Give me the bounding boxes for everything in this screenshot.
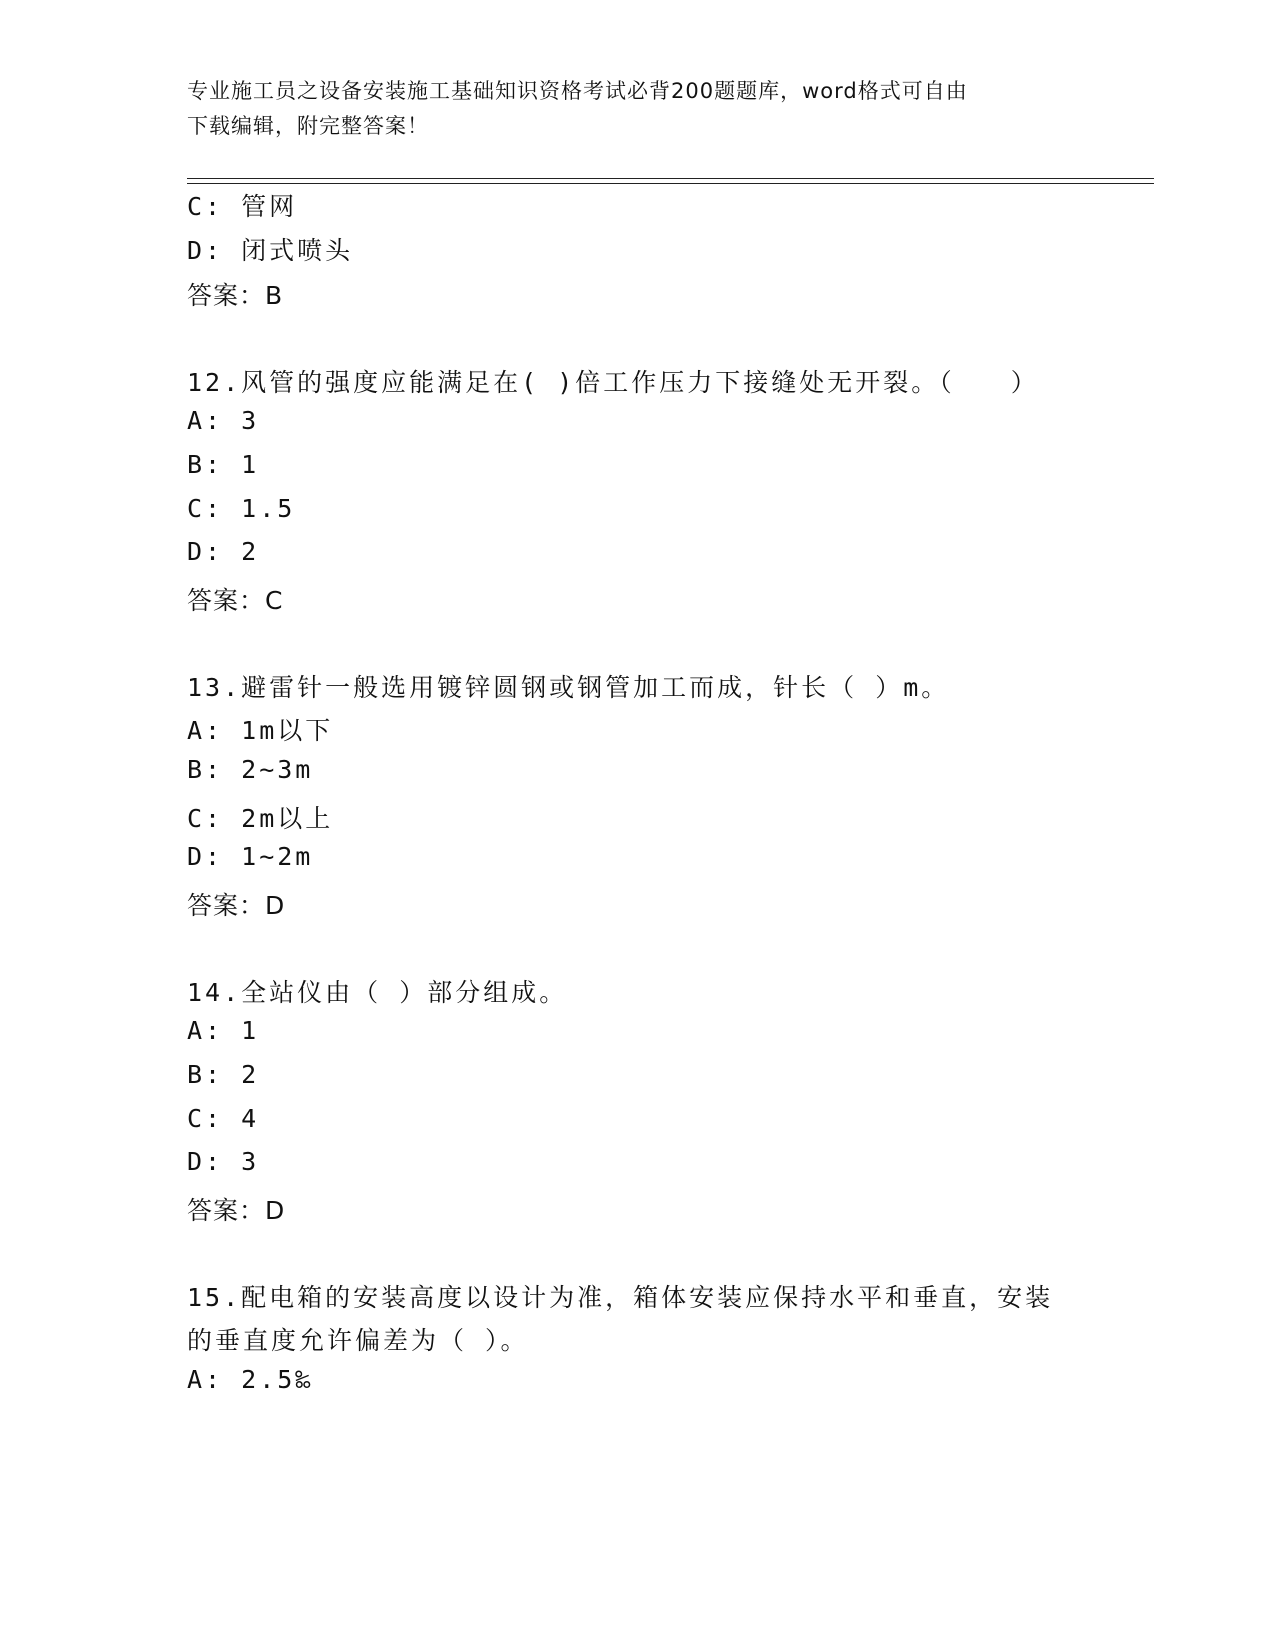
q11-answer: 答案：B xyxy=(187,281,284,310)
q12-answer: 答案：C xyxy=(187,586,284,615)
q13-option-a: A: 1m以下 xyxy=(187,716,334,745)
q12-option-d: D: 2 xyxy=(187,537,260,566)
q13-option-d: D: 1~2m xyxy=(187,842,314,871)
q14-option-a: A: 1 xyxy=(187,1016,260,1045)
q11-option-c: C: 管网 xyxy=(187,192,298,221)
header-line-2: 下载编辑，附完整答案！ xyxy=(187,114,429,138)
q13-option-b: B: 2~3m xyxy=(187,755,314,784)
q12-option-a: A: 3 xyxy=(187,406,260,435)
header-divider-bottom xyxy=(187,183,1154,184)
q13-option-c: C: 2m以上 xyxy=(187,804,334,833)
q14-question: 14.全站仪由（ ）部分组成。 xyxy=(187,978,568,1007)
q14-option-d: D: 3 xyxy=(187,1147,260,1176)
q13-answer: 答案：D xyxy=(187,891,286,920)
q15-question-line-2: 的垂直度允许偏差为（ ）。 xyxy=(187,1326,529,1355)
header-line-1: 专业施工员之设备安装施工基础知识资格考试必背200题题库，word格式可自由 xyxy=(187,79,968,103)
q12-option-b: B: 1 xyxy=(187,450,260,479)
q15-question-line-1: 15.配电箱的安装高度以设计为准，箱体安装应保持水平和垂直，安装 xyxy=(187,1283,1054,1312)
q12-option-c: C: 1.5 xyxy=(187,494,296,523)
header-divider-top xyxy=(187,178,1154,179)
q12-question: 12.风管的强度应能满足在( )倍工作压力下接缝处无开裂。（ ） xyxy=(187,368,1039,397)
q11-option-d: D: 闭式喷头 xyxy=(187,236,354,265)
q14-option-b: B: 2 xyxy=(187,1060,260,1089)
document-header xyxy=(187,74,1087,144)
q14-option-c: C: 4 xyxy=(187,1104,260,1133)
q14-answer: 答案：D xyxy=(187,1196,286,1225)
q13-question: 13.避雷针一般选用镀锌圆钢或钢管加工而成，针长（ ）m。 xyxy=(187,673,950,702)
q15-option-a: A: 2.5‰ xyxy=(187,1365,314,1394)
